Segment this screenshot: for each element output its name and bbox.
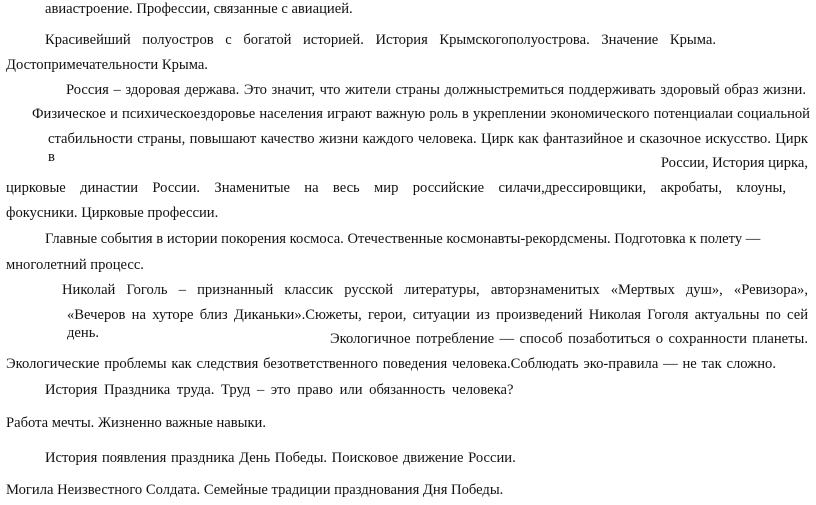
text-line-9: фокусники. Цирковые профессии. [6,205,219,221]
text-line-1: авиастроение. Профессии, связанные с авиацией. [45,1,353,17]
text-line-6: стабильности страны, повышают качество жизни каждого человека. Цирк как фантазийное и сказочное искусство. Цирк в [48,131,808,165]
text-line-17: Работа мечты. Жизненно важные навыки. [6,415,267,431]
text-line-7: России, История цирка, [660,155,808,171]
text-line-16: История Праздника труда. Труд – это право или обязанность человека? [45,382,514,398]
text-line-5: Физическое и психическоездоровье населения играют важную роль в укреплении экономического потенциалаи социальной [32,106,810,122]
text-line-2: Красивейший полуостров с богатой историей. История Крымскогополуострова. Значение Крыма. [45,32,716,48]
text-line-18: История появления праздника День Победы. Поисковое движение России. [45,450,516,466]
text-line-11: многолетний процесс. [6,257,144,273]
text-line-12: Николай Гоголь – признанный классик русской литературы, авторзнаменитых «Мертвых душ», «Ревизора», [62,282,808,298]
text-line-4: Россия – здоровая держава. Это значит, что жители страны должныстремиться поддерживать здоровый образ жизни. [66,82,806,98]
text-line-13: «Вечеров на хуторе близ Диканьки».Сюжеты, герои, ситуации из произведений Николая Гоголя актуальны по сей день. [67,307,808,341]
text-line-15: Экологические проблемы как следствия безответственного поведения человека.Соблюдать эко-правила — не так сложно. [6,356,776,372]
text-line-10: Главные события в истории покорения космоса. Отечественные космонавты-рекордсмены. Подготовка к полету — [45,231,761,247]
text-line-19: Могила Неизвестного Солдата. Семейные традиции празднования Дня Победы. [6,482,504,498]
text-line-8: цирковые династии России. Знаменитые на весь мир российские силачи,дрессировщики, акробаты, клоуны, [6,180,786,196]
text-line-3: Достопримечательности Крыма. [6,57,208,73]
text-line-14: Экологичное потребление — способ позаботиться о сохранности планеты. [330,331,808,347]
